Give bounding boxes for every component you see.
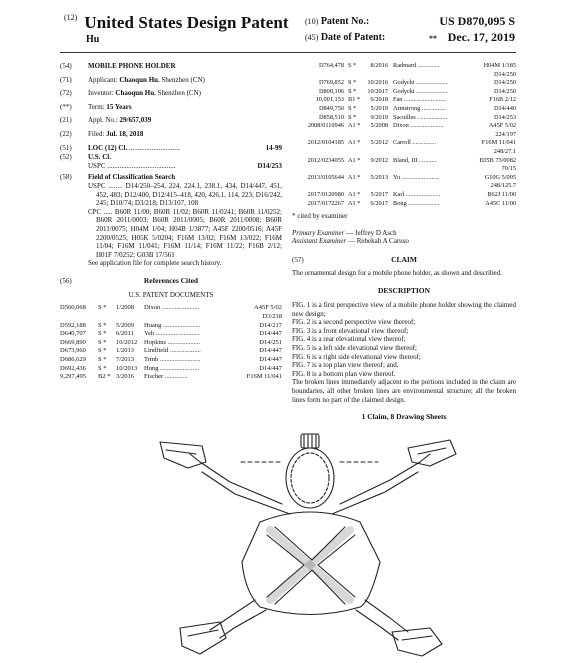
- citation-date: 10/2013: [116, 364, 138, 372]
- citation-flag: A1 *: [348, 156, 361, 164]
- citation-name: [144, 339, 200, 348]
- right-citation-row: [292, 79, 516, 88]
- citation-name: [144, 322, 200, 331]
- right-citation-row: [292, 191, 516, 200]
- citation-name-text: Carroll: [393, 139, 411, 147]
- grip-pad-bottom-left: [180, 622, 226, 654]
- citation-number: D686,629: [60, 356, 86, 364]
- citation-flag: A1 *: [348, 190, 361, 198]
- citation-date: 1/2013: [116, 347, 135, 355]
- citation-name: [144, 365, 199, 374]
- right-citation-row: [292, 114, 516, 123]
- description-line: FIG. 8 is a bottom plan view thereof.: [292, 369, 396, 378]
- citation-flag: S *: [98, 330, 107, 338]
- citation-date: 6/2018: [370, 96, 388, 104]
- citation-date: 10/2012: [116, 338, 138, 346]
- citation-number: 10,001,153: [315, 96, 344, 104]
- citation-number: D640,707: [60, 330, 86, 338]
- citation-date: 1/2008: [116, 304, 135, 312]
- citation-name: [393, 79, 448, 88]
- citation-name: [144, 304, 199, 313]
- citation-number: D800,106: [318, 87, 344, 95]
- right-citation-row: [292, 105, 516, 114]
- patent-date: Dec. 17, 2019: [447, 30, 515, 44]
- citation-flag: A1 *: [348, 199, 361, 207]
- citation-class: D14/253: [493, 113, 516, 121]
- right-citation-row: [292, 139, 516, 148]
- citation-dots: ...........................: [402, 96, 447, 104]
- citation-dots: ....................: [406, 199, 440, 207]
- citation-flag: A1 *: [348, 173, 361, 181]
- field-filed: (22) Filed: Jul. 18, 2018: [60, 129, 144, 138]
- us-citation-row: [60, 365, 282, 374]
- citation-flag: A1 *: [348, 139, 361, 147]
- citation-date: 6/2011: [116, 330, 134, 338]
- citation-dots: ......................: [404, 190, 441, 198]
- patent-date-label: Date of Patent:: [320, 32, 386, 43]
- header-right: [305, 16, 515, 48]
- right-citation-row: [292, 96, 516, 105]
- citation-name-text: Bland, III: [393, 156, 418, 164]
- us-citation-row: [60, 347, 282, 356]
- citation-class: D14/447: [259, 364, 282, 372]
- citation-name-text: Lindfield: [144, 347, 169, 355]
- citation-number: D560,068: [60, 304, 86, 312]
- citation-number: D764,478: [318, 62, 344, 69]
- citation-date: 5/2017: [370, 190, 388, 198]
- citation-date: 3/2016: [116, 373, 135, 381]
- citation-name-text: Fan: [393, 96, 403, 104]
- citation-number: D592,188: [60, 321, 86, 329]
- citation-class: F16B 2/12: [489, 96, 516, 104]
- citation-number: 9,297,495: [60, 373, 86, 381]
- us-citations-list: [60, 304, 282, 381]
- description-line: FIG. 6 is a right side elevational view thereof;: [292, 352, 421, 361]
- citation-date: 5/2009: [116, 321, 135, 329]
- field-term: (**) Term: 15 Years: [60, 102, 132, 111]
- citation-name: [144, 347, 201, 356]
- uspc-classes: USPC ........ D14/250–254, 224, 224.1, 238.1, 434, D14/447, 451, 452, 483; D12/400, D12/415–418, 420, 426.1, 114, 223; D16/242, 245; D10/74; D3/218; D13/107, 108: [88, 181, 282, 208]
- citation-number: 2013/0105644: [307, 173, 344, 181]
- citation-flag: S *: [98, 347, 107, 355]
- citation-dots: ...................: [168, 347, 201, 355]
- citation-date: 9/2012: [370, 156, 388, 164]
- citation-name: [393, 105, 445, 114]
- right-citation-row: [292, 200, 516, 209]
- citation-flag: B2 *: [98, 373, 111, 381]
- right-citation-row: [292, 174, 516, 183]
- citation-date: 10/2017: [367, 87, 388, 95]
- citation-name-text: Yeh: [144, 330, 155, 338]
- citation-class-2: 224/197: [495, 130, 516, 138]
- field-loc: (51) LOC (12) Cl. ............................. 14-99: [60, 143, 282, 152]
- citation-name-text: Hung: [144, 364, 159, 372]
- cpc-classes: CPC ..... B60R 11/00; B60R 11/02; B60R 11/0241; B60R 11/0252; B60R 2011/0003; B60R 2011/0005; B60R 2011/0008; B60R 2011/0075; H04M 1/04; H04B 1/3877; A45F 2200/0516; A45F 2200/0525; H05K 5/0204; F16M 13/02; F16M 13/022; F16M 11/04; F16M 11/041; F16M 11/14; F16M 11/22; F16B 2/12; H01F 7/0252; G03B 17/561: [88, 207, 282, 259]
- citation-dots: ...........................: [154, 330, 200, 338]
- citation-name-text: Huang: [144, 321, 162, 329]
- citation-class-2: D3/218: [262, 313, 282, 321]
- citation-flag: A1 *: [348, 122, 361, 130]
- citation-date: 9/2019: [370, 113, 388, 121]
- citation-name: [144, 373, 188, 382]
- citation-flag: S *: [348, 87, 357, 95]
- citation-flag: S *: [348, 79, 357, 87]
- claim-sheets: 1 Claim, 8 Drawing Sheets: [361, 412, 447, 422]
- citation-name: [393, 62, 440, 71]
- citation-date: 10/2016: [367, 79, 388, 87]
- citation-name: [393, 157, 436, 166]
- right-citation-cont: [292, 182, 516, 191]
- description-line: FIG. 1 is a first perspective view of a mobile phone holder showing the claimed new design;: [292, 301, 516, 318]
- citation-dots: ...........: [417, 156, 437, 164]
- citation-name-text: Bong: [393, 199, 407, 207]
- citation-dots: .........................: [158, 356, 201, 364]
- field-inventor: (72) Inventor: Chaoqun Hu, Shenzhen (CN): [60, 89, 201, 98]
- citation-class: D14/251: [259, 338, 282, 346]
- search-history-note: See application file for complete search history.: [88, 259, 222, 268]
- description-line: FIG. 3 is a front elevational view thereof;: [292, 326, 409, 335]
- right-citation-cont: [292, 148, 516, 157]
- citation-class: D14/440: [493, 104, 516, 112]
- header-inventor: Hu: [86, 34, 100, 45]
- citation-class: F16M 11/041: [481, 139, 516, 147]
- citation-number: D673,960: [60, 347, 86, 355]
- citation-flag: B1 *: [348, 96, 361, 104]
- citation-class-2: 248/27.1: [493, 147, 516, 155]
- cited-by-examiner: * cited by examiner: [292, 212, 348, 221]
- us-citation-row: [60, 330, 282, 339]
- citation-name-text: Hopkins: [144, 338, 167, 346]
- citation-name: [144, 356, 200, 365]
- citation-number: 2017/0172267: [307, 199, 344, 207]
- citation-class-2: 70/15: [501, 165, 516, 173]
- citation-name: [393, 200, 440, 209]
- citation-date: 7/2013: [116, 356, 135, 364]
- right-citation-row: [292, 157, 516, 166]
- citation-number: 2012/0234055: [307, 156, 344, 164]
- citation-dots: ...................: [415, 113, 448, 121]
- citation-dots: ...............: [420, 104, 446, 112]
- citation-dots: ..............: [163, 373, 188, 381]
- right-citation-row: [292, 62, 516, 71]
- citation-name-text: Dixon: [144, 304, 161, 312]
- citation-dots: ....................: [414, 87, 448, 95]
- patent-number-row: (10) Patent No.: US D870,095 S: [305, 14, 515, 28]
- citation-name-text: Karl: [393, 190, 405, 198]
- citation-number: 2008/0110946: [307, 122, 344, 130]
- citation-date: 5/2012: [370, 139, 388, 147]
- citation-dots: .....................: [408, 122, 444, 130]
- citation-date: 5/2019: [370, 104, 388, 112]
- citation-date: 5/2013: [370, 173, 388, 181]
- field-title: (54) MOBILE PHONE HOLDER: [60, 62, 176, 70]
- kind-code: (12): [64, 13, 78, 22]
- citation-dots: ........................: [158, 364, 200, 372]
- right-citations-list: [292, 62, 516, 208]
- citation-number: D769,852: [318, 79, 344, 87]
- patent-number-label: Patent No.:: [320, 16, 370, 27]
- grip-pad-top-right: [408, 440, 456, 466]
- field-classification-search: (58) Field of Classification Search USPC ........ D14/250–254, 224, 224.1, 238.1, 434, D14/447, 451, 452, 483; D12/400, D12/415–418, 420, 426.1, 114, 223; D16/242, 245; D10/74; D3/218; D13/107, 108 CPC ..... B60R 11/00; B60R 11/02; B60R 11/0241; B60R 11/0252; B60R 2011/0003; B60R 2011/0005; B60R 2011/0008; B60R 2011/0075; H04M 1/04; H04B 1/3877; A45F 2200/0516; A45F 2200/0525; H05K 5/0204; F16M 13/02; F16M 13/022; F16M 11/04; F16M 11/041; F16M 11/14; F16M 11/22; F16B 2/12; H01F 7/0252; G03B 17/561 See application file for complete search history.: [60, 173, 282, 268]
- citation-name: [144, 330, 200, 339]
- clamp-ring: [286, 448, 334, 508]
- citation-name-text: Trinh: [144, 356, 159, 364]
- us-citation-row: [60, 339, 282, 348]
- citation-flag: S *: [98, 338, 107, 346]
- patent-type-title: United States Design Patent: [84, 13, 289, 32]
- citation-class: D14/250: [493, 87, 516, 95]
- citation-name: [393, 114, 447, 123]
- citation-name-text: Armstrong: [393, 104, 421, 112]
- citation-name-text: Radmard: [393, 62, 417, 69]
- citation-class-2: D14/250: [493, 70, 516, 78]
- citation-class: D14/250: [493, 79, 516, 87]
- header-rule: [60, 52, 516, 53]
- assistant-examiner: Assistant Examiner — Rebekah A Caruso: [292, 237, 409, 246]
- citation-flag: S *: [348, 62, 357, 69]
- mobile-phone-holder-drawing: [130, 432, 480, 660]
- right-citation-cont: [292, 71, 516, 80]
- citation-name-text: Dixon: [393, 122, 409, 130]
- citation-flag: S *: [98, 304, 107, 312]
- citation-class: A45C 11/00: [485, 199, 516, 207]
- citation-number: D669,890: [60, 338, 86, 346]
- citation-flag: S *: [348, 113, 357, 121]
- citation-date: 5/2008: [370, 122, 388, 130]
- citation-date: 8/2016: [370, 62, 388, 69]
- citation-name: [393, 174, 439, 183]
- citation-dots: .......................: [160, 304, 200, 312]
- field-references: (56) References Cited: [60, 275, 199, 285]
- description-lines: [292, 301, 516, 404]
- citation-dots: ...............: [410, 139, 437, 147]
- grip-pad-bottom-right: [392, 628, 442, 656]
- citation-flag: S *: [98, 364, 107, 372]
- description-line: The broken lines immediately adjacent to the portions included in the claim are boundaries, all other broken lines are environmental structure; all the broken lines form no part of the claimed design.: [292, 378, 516, 404]
- grip-pad-top-left: [160, 442, 206, 468]
- left-column: [60, 62, 282, 382]
- citation-name: [393, 88, 448, 97]
- citation-name: [393, 96, 447, 105]
- citation-date: 6/2017: [370, 199, 388, 207]
- us-citation-row: [60, 373, 282, 382]
- field-appl-no: (21) Appl. No.: 29/657,039: [60, 116, 152, 125]
- right-citation-cont: [292, 131, 516, 140]
- citation-dots: ..............: [416, 62, 440, 69]
- primary-examiner: Primary Examiner — Jeffrey D Asch: [292, 228, 397, 237]
- right-citation-row: [292, 122, 516, 131]
- right-citation-cont: [292, 165, 516, 174]
- citation-class: E05B 73/0082: [479, 156, 516, 164]
- citation-dots: ....................: [166, 338, 201, 346]
- right-citation-row: [292, 88, 516, 97]
- citation-class: F16M 11/041: [246, 373, 282, 381]
- patent-date-row: (45) Date of Patent: ** Dec. 17, 2019: [305, 30, 515, 44]
- citation-name: [393, 139, 436, 148]
- field-applicant: (71) Applicant: Chaoqun Hu, Shenzhen (CN): [60, 75, 205, 84]
- citation-class: H04M 1/185: [483, 62, 516, 69]
- date-stars: **: [429, 34, 437, 43]
- description-line: FIG. 5 is a left side elevational view thereof;: [292, 344, 417, 353]
- citation-flag: S *: [98, 356, 107, 364]
- description-line: FIG. 2 is a second perspective view thereof;: [292, 318, 416, 327]
- citation-class: A45F 5/02: [254, 304, 282, 312]
- citation-name-text: Sacuilles: [393, 113, 416, 121]
- citation-name-text: Godycki: [393, 87, 415, 95]
- citation-name: [393, 122, 443, 131]
- field-us-cl: (52) U.S. Cl. USPC ....................................... D14/253: [60, 153, 282, 170]
- citation-name-text: Fischer: [144, 373, 164, 381]
- citation-number: D858,510: [318, 113, 344, 121]
- description-title: DESCRIPTION: [377, 286, 431, 296]
- citation-dots: ....................: [414, 79, 448, 87]
- citation-dots: .......................: [161, 321, 201, 329]
- claim-heading: (57) CLAIM: [292, 254, 417, 264]
- citation-name-text: Yu: [393, 173, 400, 181]
- citation-number: D849,750: [318, 104, 344, 112]
- description-line: FIG. 4 is a rear elevational view thereof;: [292, 335, 406, 344]
- citation-class: B62J 11/00: [487, 190, 516, 198]
- us-patent-docs-title: U.S. PATENT DOCUMENTS: [128, 290, 214, 299]
- citation-class: G10G 5/005: [484, 173, 516, 181]
- description-line: FIG. 7 is a top plan view thereof; and,: [292, 361, 399, 370]
- citation-name-text: Godycki: [393, 79, 415, 87]
- patent-number: US D870,095 S: [439, 14, 515, 28]
- citation-class: D14/447: [259, 330, 282, 338]
- us-citation-row: [60, 322, 282, 331]
- citation-name: [393, 191, 440, 200]
- citation-flag: S *: [98, 321, 107, 329]
- citation-class: D14/447: [259, 347, 282, 355]
- us-citation-row: [60, 304, 282, 321]
- citation-class: A45F 5/02: [488, 122, 516, 130]
- us-citation-row: [60, 356, 282, 365]
- citation-number: 2017/0120980: [307, 190, 344, 198]
- right-column: [292, 62, 516, 427]
- citation-class-2: 248/125.7: [490, 182, 516, 190]
- claim-text: The ornamental design for a mobile phone holder, as shown and described.: [292, 268, 502, 277]
- citation-number: 2012/0104185: [307, 139, 344, 147]
- citation-flag: S *: [348, 104, 357, 112]
- citation-class: D14/217: [259, 321, 282, 329]
- citation-number: D692,436: [60, 364, 86, 372]
- header-left: [64, 13, 289, 33]
- citation-class: D14/447: [259, 356, 282, 364]
- citation-dots: ........................: [400, 173, 440, 181]
